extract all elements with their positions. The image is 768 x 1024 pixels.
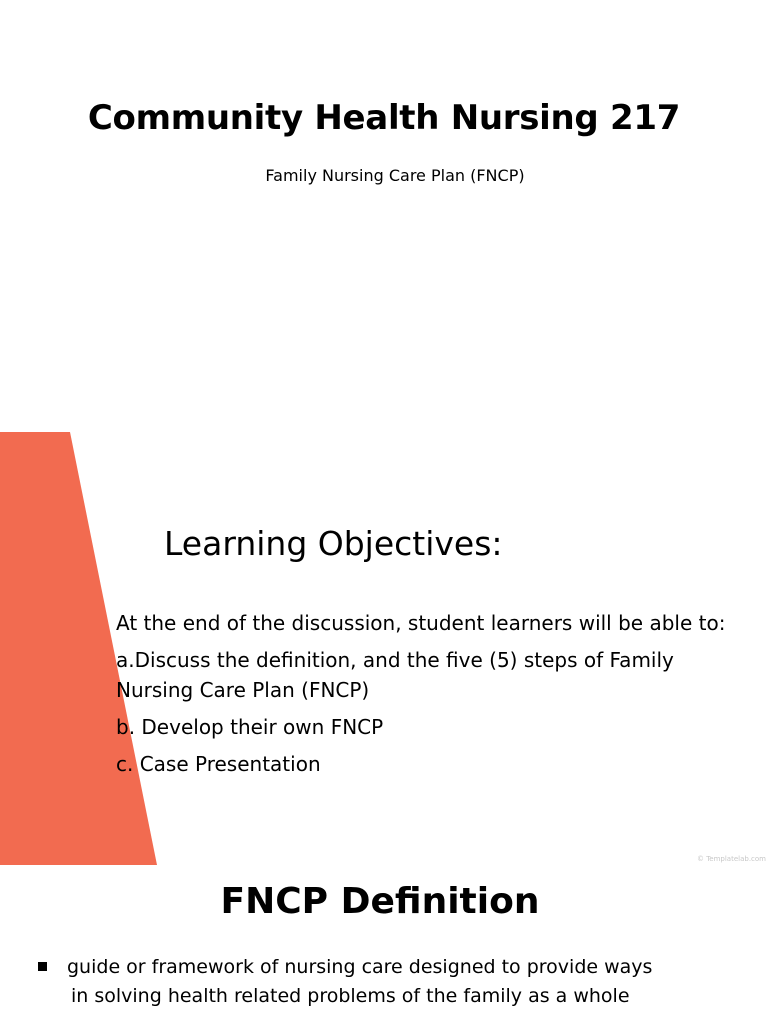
objective-item: a.Discuss the definition, and the five (5) steps of Family Nursing Care Plan (FNCP) (116, 648, 674, 702)
objectives-slide (0, 432, 768, 865)
definition-slide (0, 865, 768, 1024)
definition-heading: FNCP Definition (220, 881, 540, 922)
objective-item: b. Develop their own FNCP (116, 715, 384, 739)
slide-title: Community Health Nursing 217 (87, 98, 681, 138)
definition-line-2: in solving health related problems of the family as a whole (71, 985, 630, 1007)
definition-text (38, 953, 738, 1011)
slide-subtitle: Family Nursing Care Plan (FNCP) (265, 166, 525, 185)
watermark: © Templatelab.com (696, 855, 766, 863)
objective-intro: At the end of the discussion, student learners will be able to: (116, 611, 726, 635)
objectives-heading: Learning Objectives: (164, 524, 503, 563)
definition-bullet (38, 953, 738, 1011)
definition-line-1: guide or framework of nursing care designed to provide ways (67, 956, 653, 978)
objectives-list (116, 608, 736, 786)
square-bullet-icon (38, 962, 47, 971)
title-slide (0, 0, 768, 432)
objective-item: c. Case Presentation (116, 752, 321, 776)
